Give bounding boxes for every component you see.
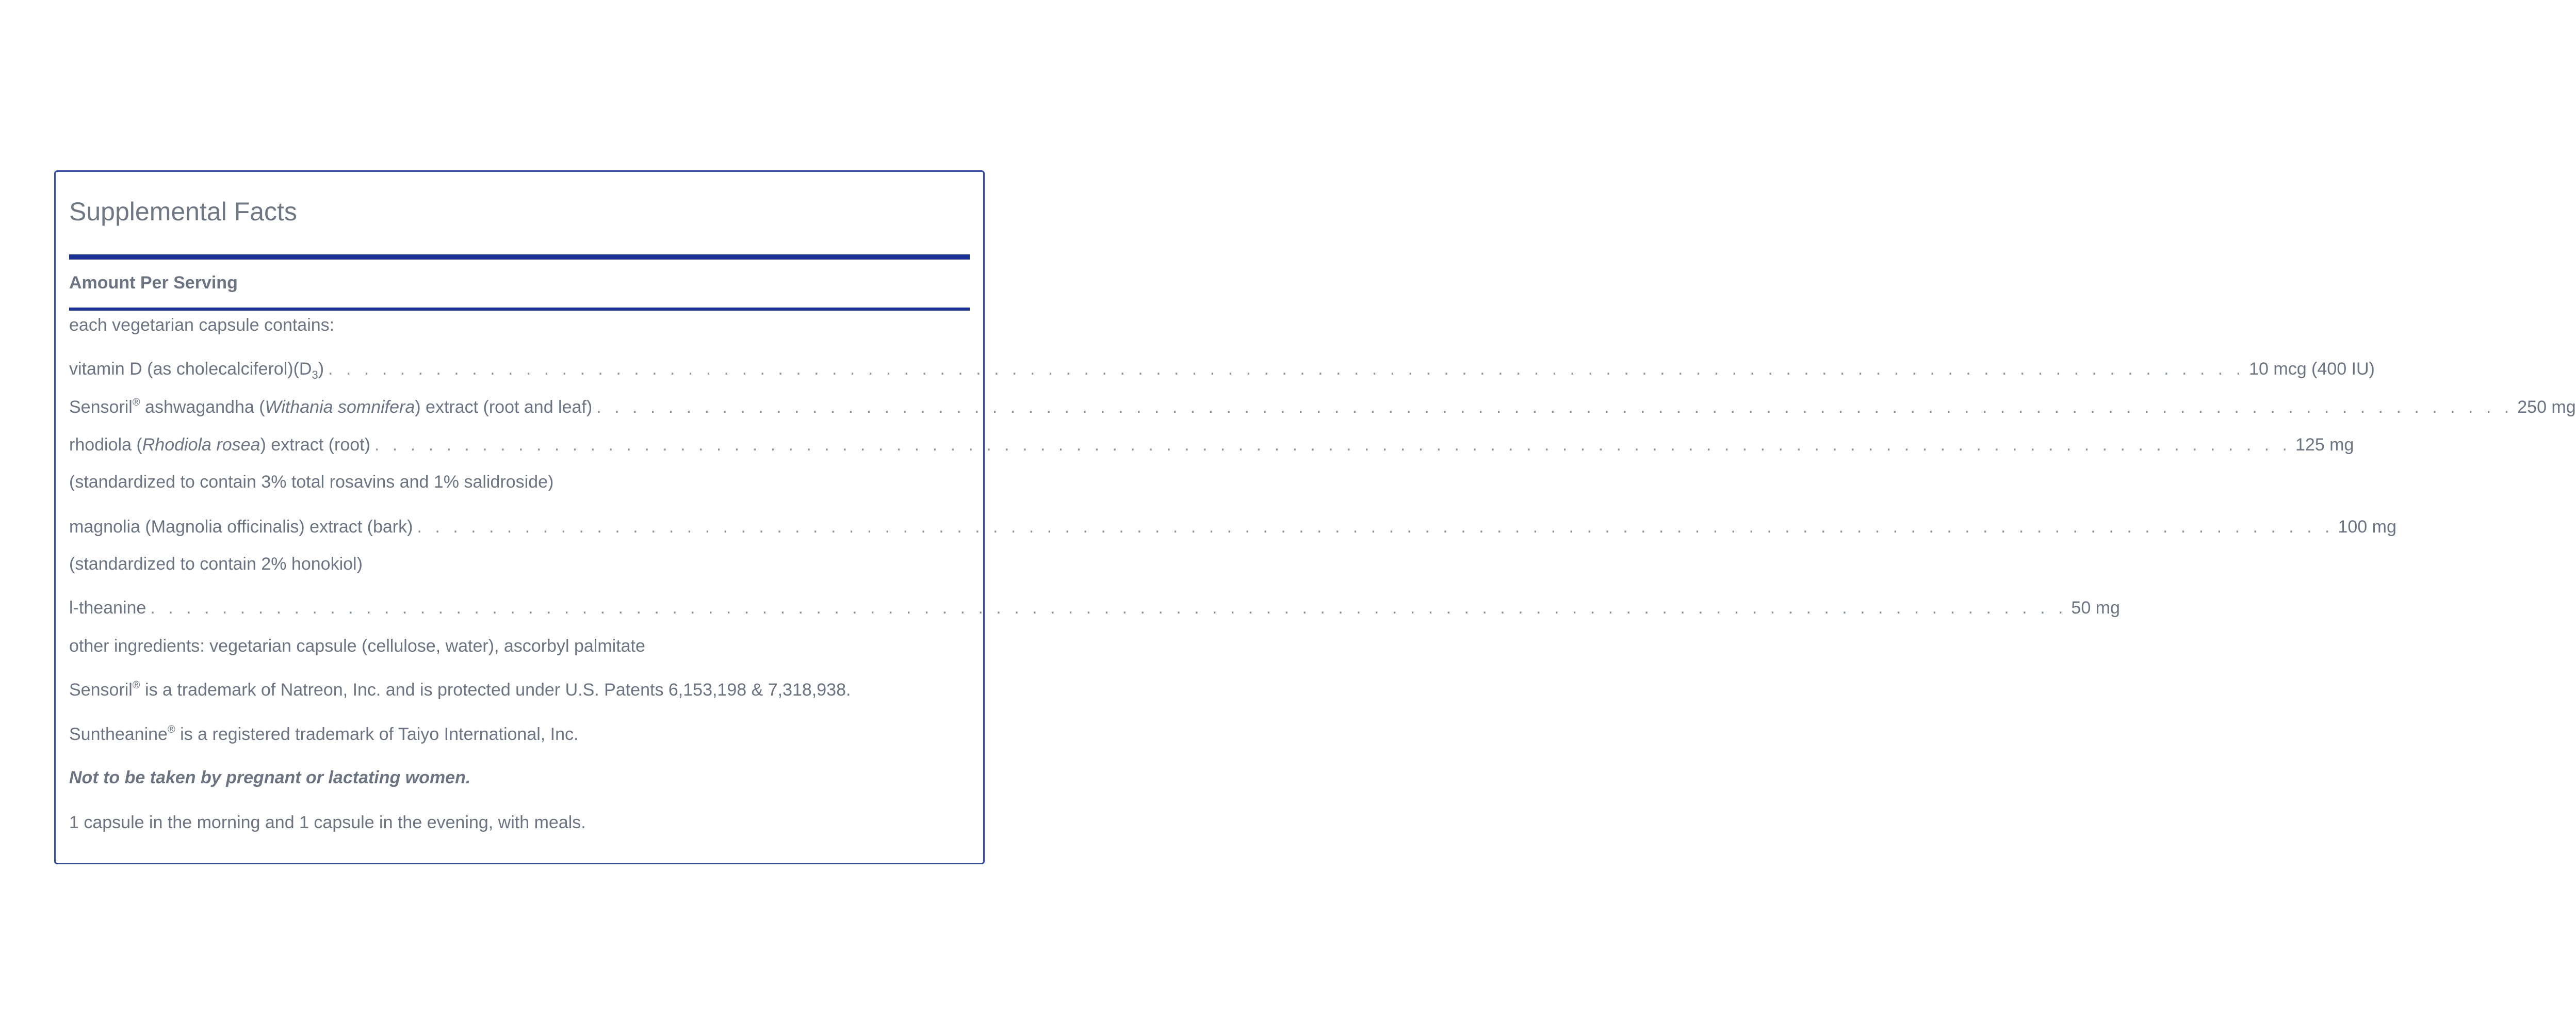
ingredient-name: l-theanine — [69, 598, 146, 618]
ingredient-row — [69, 396, 2576, 418]
serving-divider — [69, 308, 970, 311]
warning-text: Not to be taken by pregnant or lactating women. — [69, 768, 471, 787]
ingredient-amount: 250 mg — [2517, 397, 2576, 417]
serving-header: Amount Per Serving — [69, 273, 238, 293]
ingredient-row — [69, 597, 2120, 619]
directions-text: 1 capsule in the morning and 1 capsule in the evening, with meals. — [69, 813, 586, 832]
ingredient-name: Sensoril® ashwagandha (Withania somnifera) extract (root and leaf) — [69, 397, 593, 417]
leader-dots: . . . . . . . . . . . . . . . . . . . . . . . . . . . . . . . . . . . . . . . . . . . . . . . . . . . . . . . . . . . . . . . . . . . . . . . . . . . . . . . . . . . . . . . . . . . . . . . . . . . . . . . . . . . — [328, 359, 2245, 379]
ingredient-amount: 50 mg — [2071, 598, 2120, 618]
leader-dots: . . . . . . . . . . . . . . . . . . . . . . . . . . . . . . . . . . . . . . . . . . . . . . . . . . . . . . . . . . . . . . . . . . . . . . . . . . . . . . . . . . . . . . . . . . . . . . . . . . . . . . . . . . . — [374, 435, 2291, 455]
ingredient-name: rhodiola (Rhodiola rosea) extract (root) — [69, 435, 370, 455]
other-ingredients: other ingredients: vegetarian capsule (cellulose, water), ascorbyl palmitate — [69, 636, 645, 656]
trademark-notice: Suntheanine® is a registered trademark of Taiyo International, Inc. — [69, 724, 579, 744]
ingredient-name: magnolia (Magnolia officinalis) extract (bark) — [69, 517, 413, 537]
title-divider — [69, 254, 970, 260]
panel-title: Supplemental Facts — [69, 197, 297, 226]
leader-dots: . . . . . . . . . . . . . . . . . . . . . . . . . . . . . . . . . . . . . . . . . . . . . . . . . . . . . . . . . . . . . . . . . . . . . . . . . . . . . . . . . . . . . . . . . . . . . . . . . . . . . . . . . . . — [150, 598, 2067, 618]
leader-dots: . . . . . . . . . . . . . . . . . . . . . . . . . . . . . . . . . . . . . . . . . . . . . . . . . . . . . . . . . . . . . . . . . . . . . . . . . . . . . . . . . . . . . . . . . . . . . . . . . . . . . . . . . . . — [417, 517, 2334, 537]
trademark-notice: Sensoril® is a trademark of Natreon, Inc. and is protected under U.S. Patents 6,153,198 & 7,318,938. — [69, 680, 851, 700]
intro-text: each vegetarian capsule contains: — [69, 315, 335, 335]
ingredient-note: (standardized to contain 3% total rosavins and 1% salidroside) — [69, 472, 554, 492]
ingredient-note: (standardized to contain 2% honokiol) — [69, 554, 363, 574]
leader-dots: . . . . . . . . . . . . . . . . . . . . . . . . . . . . . . . . . . . . . . . . . . . . . . . . . . . . . . . . . . . . . . . . . . . . . . . . . . . . . . . . . . . . . . . . . . . . . . . . . . . . . . . . . . . — [596, 397, 2514, 417]
ingredient-amount: 100 mg — [2338, 517, 2396, 537]
supplement-facts-panel — [54, 170, 2576, 864]
ingredient-row — [69, 516, 2396, 538]
ingredient-row — [69, 358, 2375, 381]
ingredient-amount: 125 mg — [2295, 435, 2354, 455]
ingredient-name: vitamin D (as $cholecalciferol)(D_3)$ — [69, 359, 324, 381]
ingredient-row — [69, 434, 2354, 456]
ingredient-amount: 10 mcg (400 IU) — [2249, 359, 2375, 379]
